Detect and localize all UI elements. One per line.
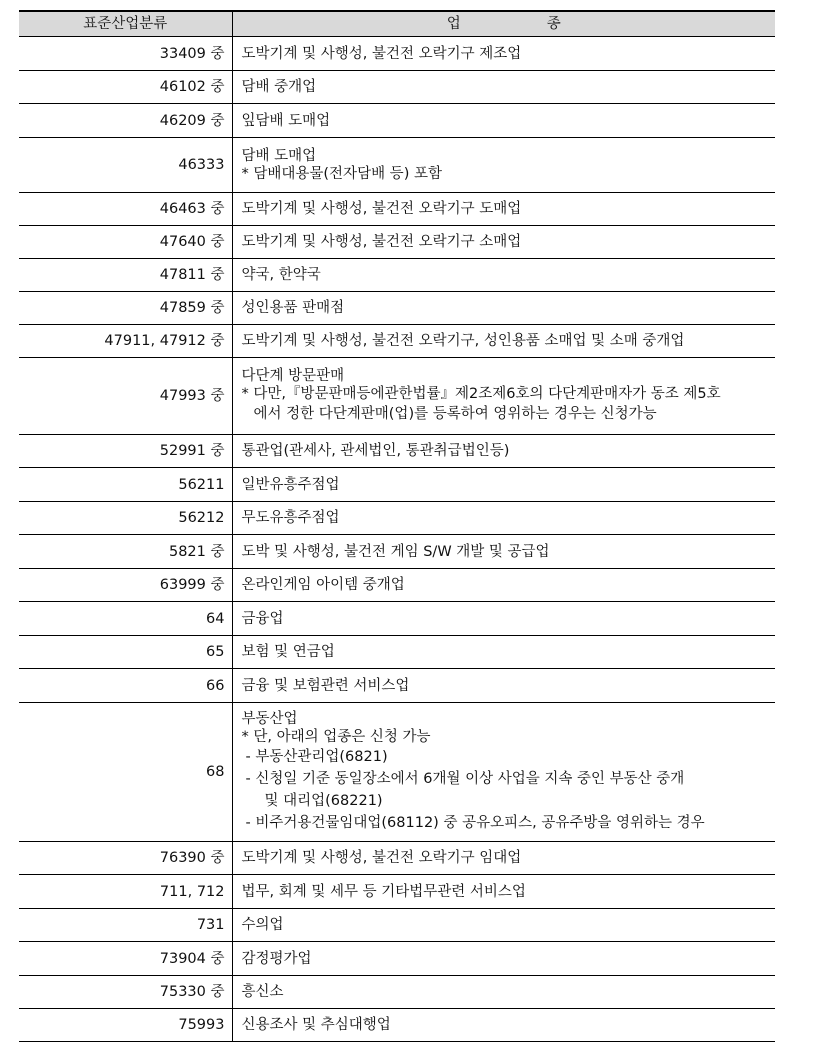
table-row xyxy=(19,569,775,602)
industry-code: 46463 중 xyxy=(19,193,232,226)
business-type-line: 도박기계 및 사행성, 불건전 오락기구 제조업 xyxy=(241,45,522,62)
industry-code: 46333 xyxy=(19,138,232,193)
table-row xyxy=(19,104,775,138)
business-type-line: 통관업(관세사, 관세법인, 통관취급법인등) xyxy=(241,443,510,459)
business-type-line: 무도유흥주점업 xyxy=(241,510,340,526)
business-type-line: 담배 중개업 xyxy=(241,79,317,95)
industry-code: 47859 중 xyxy=(19,292,232,325)
industry-classification-table xyxy=(19,10,775,1042)
table-header-row xyxy=(19,11,775,37)
business-type-line: 감정평가업 xyxy=(241,950,312,967)
header-business-type-part1: 업 xyxy=(446,16,461,32)
table-row xyxy=(19,259,775,292)
industry-code: 75330 중 xyxy=(19,976,232,1009)
industry-code: 63999 중 xyxy=(19,569,232,602)
business-type-line: 도박기계 및 사행성, 불건전 오락기구 임대업 xyxy=(241,850,522,866)
industry-code: 47811 중 xyxy=(19,259,232,292)
business-type xyxy=(232,325,775,358)
table-row xyxy=(19,842,775,875)
business-type xyxy=(232,358,775,435)
business-type xyxy=(232,226,775,259)
industry-code: 56211 xyxy=(19,468,232,502)
business-type-line: 담배 도매업 xyxy=(241,148,317,164)
business-type-note: * 담배대용물(전자담배 등) 포함 xyxy=(241,166,442,182)
table-row xyxy=(19,193,775,226)
business-type-line: 도박기계 및 사행성, 불건전 오락기구, 성인용품 소매업 및 소매 중개업 xyxy=(241,333,685,349)
business-type xyxy=(232,71,775,104)
exception-item: - 부동산관리업(6821) xyxy=(245,749,388,765)
industry-code: 47993 중 xyxy=(19,358,232,435)
table-row xyxy=(19,325,775,358)
header-business-type xyxy=(232,11,775,37)
business-type xyxy=(232,842,775,875)
industry-code: 64 xyxy=(19,602,232,636)
industry-code: 711, 712 xyxy=(19,875,232,909)
table-row xyxy=(19,669,775,703)
exception-item-continued: 및 대리업(68221) xyxy=(264,793,383,809)
business-type xyxy=(232,104,775,138)
business-type-line: 금융업 xyxy=(241,610,284,627)
table-row xyxy=(19,435,775,468)
industry-code: 47911, 47912 중 xyxy=(19,325,232,358)
business-type-line: 부동산업 xyxy=(241,711,298,727)
table-row xyxy=(19,636,775,669)
industry-code: 75993 xyxy=(19,1009,232,1042)
business-type-line: 다단계 방문판매 xyxy=(241,368,345,384)
business-type-line: 잎담배 도매업 xyxy=(241,112,331,129)
table-row xyxy=(19,535,775,569)
business-type-note: * 단, 아래의 업종은 신청 가능 xyxy=(241,729,431,745)
table-row xyxy=(19,292,775,325)
business-type xyxy=(232,636,775,669)
business-type-line: 수의업 xyxy=(241,917,284,933)
table-row xyxy=(19,942,775,976)
business-type xyxy=(232,942,775,976)
table-row xyxy=(19,358,775,435)
industry-code: 47640 중 xyxy=(19,226,232,259)
business-type xyxy=(232,703,775,842)
industry-code: 73904 중 xyxy=(19,942,232,976)
business-type-line: 약국, 한약국 xyxy=(241,267,321,283)
table-row xyxy=(19,468,775,502)
business-type xyxy=(232,193,775,226)
industry-code: 65 xyxy=(19,636,232,669)
business-type-line: 일반유흥주점업 xyxy=(241,476,340,493)
header-industry-code: 표준산업분류 xyxy=(19,11,232,37)
business-type xyxy=(232,602,775,636)
industry-code: 56212 xyxy=(19,502,232,535)
business-type-line: 흥신소 xyxy=(241,984,284,1000)
industry-code: 46209 중 xyxy=(19,104,232,138)
business-type-line: 도박기계 및 사행성, 불건전 오락기구 도매업 xyxy=(241,201,522,217)
industry-code: 5821 중 xyxy=(19,535,232,569)
industry-code: 731 xyxy=(19,909,232,942)
business-type xyxy=(232,875,775,909)
business-type-line: 보험 및 연금업 xyxy=(241,644,335,660)
industry-code: 66 xyxy=(19,669,232,703)
table-row xyxy=(19,976,775,1009)
business-type xyxy=(232,138,775,193)
table-row xyxy=(19,602,775,636)
table-row xyxy=(19,37,775,71)
business-type-line: 도박기계 및 사행성, 불건전 오락기구 소매업 xyxy=(241,234,522,250)
business-type xyxy=(232,292,775,325)
industry-code: 46102 중 xyxy=(19,71,232,104)
business-type-line: 온라인게임 아이템 중개업 xyxy=(241,577,405,593)
table-row xyxy=(19,71,775,104)
table-row xyxy=(19,226,775,259)
industry-code: 76390 중 xyxy=(19,842,232,875)
business-type xyxy=(232,468,775,502)
business-type xyxy=(232,535,775,569)
table-row xyxy=(19,502,775,535)
table-row xyxy=(19,1009,775,1042)
business-type xyxy=(232,502,775,535)
business-type xyxy=(232,569,775,602)
business-type xyxy=(232,1009,775,1042)
exception-item: - 비주거용건물임대업(68112) 중 공유오피스, 공유주방을 영위하는 경우 xyxy=(245,815,705,831)
industry-code: 52991 중 xyxy=(19,435,232,468)
business-type xyxy=(232,259,775,292)
business-type xyxy=(232,435,775,468)
table-row xyxy=(19,909,775,942)
business-type xyxy=(232,669,775,703)
business-type-line: 금융 및 보험관련 서비스업 xyxy=(241,677,410,694)
business-type-line: 법무, 회계 및 세무 등 기타법무관련 서비스업 xyxy=(241,883,526,900)
business-type xyxy=(232,909,775,942)
business-type-note: * 다만,『방문판매등에관한법률』제2조제6호의 다단계판매자가 동조 제5호 xyxy=(241,386,721,402)
header-business-type-part2: 종 xyxy=(546,16,561,32)
business-type-line: 도박 및 사행성, 불건전 게임 S/W 개발 및 공급업 xyxy=(241,543,550,560)
business-type-note-continued: 에서 정한 다단계판매(업)를 등록하여 영위하는 경우는 신청가능 xyxy=(253,406,657,422)
business-type-line: 신용조사 및 추심대행업 xyxy=(241,1017,391,1033)
table-row xyxy=(19,703,775,842)
table-row xyxy=(19,138,775,193)
table-row xyxy=(19,875,775,909)
exception-item: - 신청일 기준 동일장소에서 6개월 이상 사업을 지속 중인 부동산 중개 xyxy=(245,771,685,787)
industry-code: 33409 중 xyxy=(19,37,232,71)
business-type xyxy=(232,37,775,71)
business-type-line: 성인용품 판매점 xyxy=(241,300,345,316)
business-type xyxy=(232,976,775,1009)
industry-code: 68 xyxy=(19,703,232,842)
